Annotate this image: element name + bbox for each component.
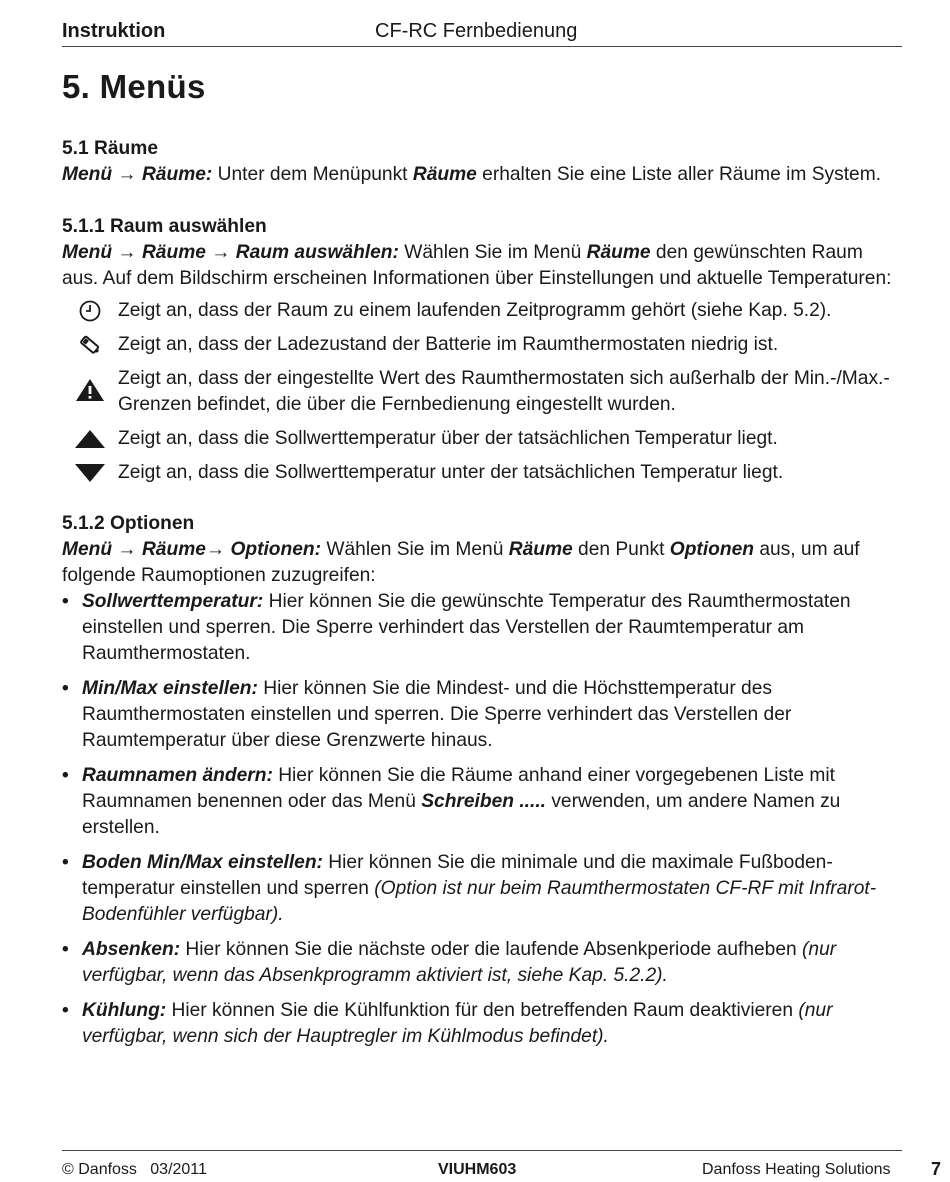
list-item xyxy=(62,850,904,928)
option-label: Absenken: xyxy=(82,939,181,960)
option-text: Hier können Sie die Kühlfunktion für den betreffenden Raum deaktivieren xyxy=(166,1000,799,1021)
triangle-down-icon xyxy=(74,461,106,485)
page-header xyxy=(62,18,902,47)
list-item xyxy=(62,998,904,1050)
text-run: aus, um auf folgende Raumoptionen zuzugreifen: xyxy=(62,539,860,586)
section-5-1-1-text xyxy=(62,240,904,292)
text-run: erhalten Sie eine Liste aller Räume im System. xyxy=(476,164,882,185)
options-list xyxy=(62,589,904,1050)
icon-row-text: Zeigt an, dass der Raum zu einem laufenden Zeitprogramm gehört (siehe Kap. 5.2). xyxy=(118,300,832,321)
menu-term: Räume xyxy=(586,242,651,263)
main-content xyxy=(62,136,904,1059)
option-label: Sollwerttemperatur: xyxy=(82,591,264,612)
option-text: Hier können Sie die Mindest- und die Höchsttemperatur des Raumthermostaten einstellen und sperren. Die Sperre verhindert das Verstellen der Raumtemperatur über diese Grenzwerte hinaus. xyxy=(82,678,792,751)
page-number: 7 xyxy=(931,1159,942,1179)
bullet-marker: • xyxy=(62,591,69,612)
menu-path: Menü → Räume→ Optionen: xyxy=(62,539,322,560)
bullet-marker: • xyxy=(62,765,69,786)
list-item xyxy=(62,937,904,989)
text-run: den Punkt xyxy=(572,539,670,560)
footer-company: Danfoss Heating Solutions xyxy=(702,1161,891,1178)
option-label: Boden Min/Max einstellen: xyxy=(82,852,323,873)
icon-row-text: Zeigt an, dass der Ladezustand der Batterie im Raumthermostaten niedrig ist. xyxy=(118,334,779,355)
option-text: verwenden, um andere Namen zu erstellen. xyxy=(82,791,841,838)
option-note: (nur verfügbar, wenn sich der Hauptregler im Kühlmodus befindet). xyxy=(82,1000,833,1047)
battery-icon xyxy=(74,333,106,357)
triangle-up-icon xyxy=(74,427,106,451)
section-5-1-2-text xyxy=(62,537,904,589)
header-section-label: Instruktion xyxy=(62,20,166,42)
icon-row-text: Zeigt an, dass der eingestellte Wert des Raumthermostaten sich außerhalb der Min.-/Max.-Grenzen befindet, die über die Fernbedienung eingestellt wurden. xyxy=(118,368,890,415)
icon-row-text: Zeigt an, dass die Sollwerttemperatur unter der tatsächlichen Temperatur liegt. xyxy=(118,462,784,483)
menu-path: Menü → Räume: xyxy=(62,164,213,185)
warning-icon xyxy=(74,378,106,402)
clock-icon xyxy=(74,299,106,323)
list-item xyxy=(62,676,904,754)
option-label: Raumnamen ändern: xyxy=(82,765,273,786)
footer-doc-code: VIUHM603 xyxy=(438,1161,517,1178)
option-text: Hier können Sie die Räume anhand einer vorgegebenen Liste mit Raumnamen benennen oder das Menü xyxy=(82,765,835,812)
icon-row xyxy=(62,332,904,358)
option-text: Hier können Sie die gewünschte Temperatur des Raumthermostaten einstellen und sperren. Die Sperre verhindert das Verstellen der Raumtemperatur am Raumthermostaten. xyxy=(82,591,851,664)
bullet-marker: • xyxy=(62,939,69,960)
status-icon-list xyxy=(62,298,904,486)
icon-row-text: Zeigt an, dass die Sollwerttemperatur über der tatsächlichen Temperatur liegt. xyxy=(118,428,778,449)
text-run: Wählen Sie im Menü xyxy=(398,242,587,263)
bullet-marker: • xyxy=(62,678,69,699)
option-label: Kühlung: xyxy=(82,1000,167,1021)
text-run: Unter dem Menüpunkt xyxy=(212,164,413,185)
icon-row xyxy=(62,298,904,324)
text-run: den gewünschten Raum aus. Auf dem Bildschirm erscheinen Informationen über Einstellungen und aktuelle Temperaturen: xyxy=(62,242,892,289)
icon-row xyxy=(62,366,904,418)
menu-term: Räume xyxy=(412,164,477,185)
icon-row xyxy=(62,426,904,452)
section-heading-5-1-1: 5.1.1 Raum auswählen xyxy=(62,216,267,237)
bullet-marker: • xyxy=(62,852,69,873)
option-note: (Option ist nur beim Raumthermostaten CF-RF mit Infrarot-Bodenfühler verfügbar). xyxy=(82,878,877,925)
section-heading-5-1: 5.1 Räume xyxy=(62,138,158,159)
bullet-marker: • xyxy=(62,1000,69,1021)
section-heading-5-1-2: 5.1.2 Optionen xyxy=(62,513,195,534)
menu-term: Schreiben ..... xyxy=(421,791,546,812)
menu-path: Menü → Räume → Raum auswählen: xyxy=(62,242,399,263)
text-run: Wählen Sie im Menü xyxy=(321,539,509,560)
list-item xyxy=(62,589,904,667)
header-document-title: CF-RC Fernbedienung xyxy=(375,20,578,42)
menu-term: Räume xyxy=(508,539,573,560)
option-note: (nur verfügbar, wenn das Absenkprogramm aktiviert ist, siehe Kap. 5.2.2). xyxy=(82,939,837,986)
option-label: Min/Max einstellen: xyxy=(82,678,258,699)
section-5-1-text xyxy=(62,162,904,188)
footer-rule xyxy=(62,1150,902,1151)
page-title: 5. Menüs xyxy=(62,68,206,105)
list-item xyxy=(62,763,904,841)
option-text: Hier können Sie die nächste oder die laufende Absenkperiode aufheben xyxy=(180,939,803,960)
footer-copyright: © Danfoss 03/2011 xyxy=(62,1161,207,1178)
menu-term: Optionen xyxy=(669,539,754,560)
option-text: Hier können Sie die minimale und die maximale Fußboden-temperatur einstellen und sperren xyxy=(82,852,833,899)
icon-row xyxy=(62,460,904,486)
